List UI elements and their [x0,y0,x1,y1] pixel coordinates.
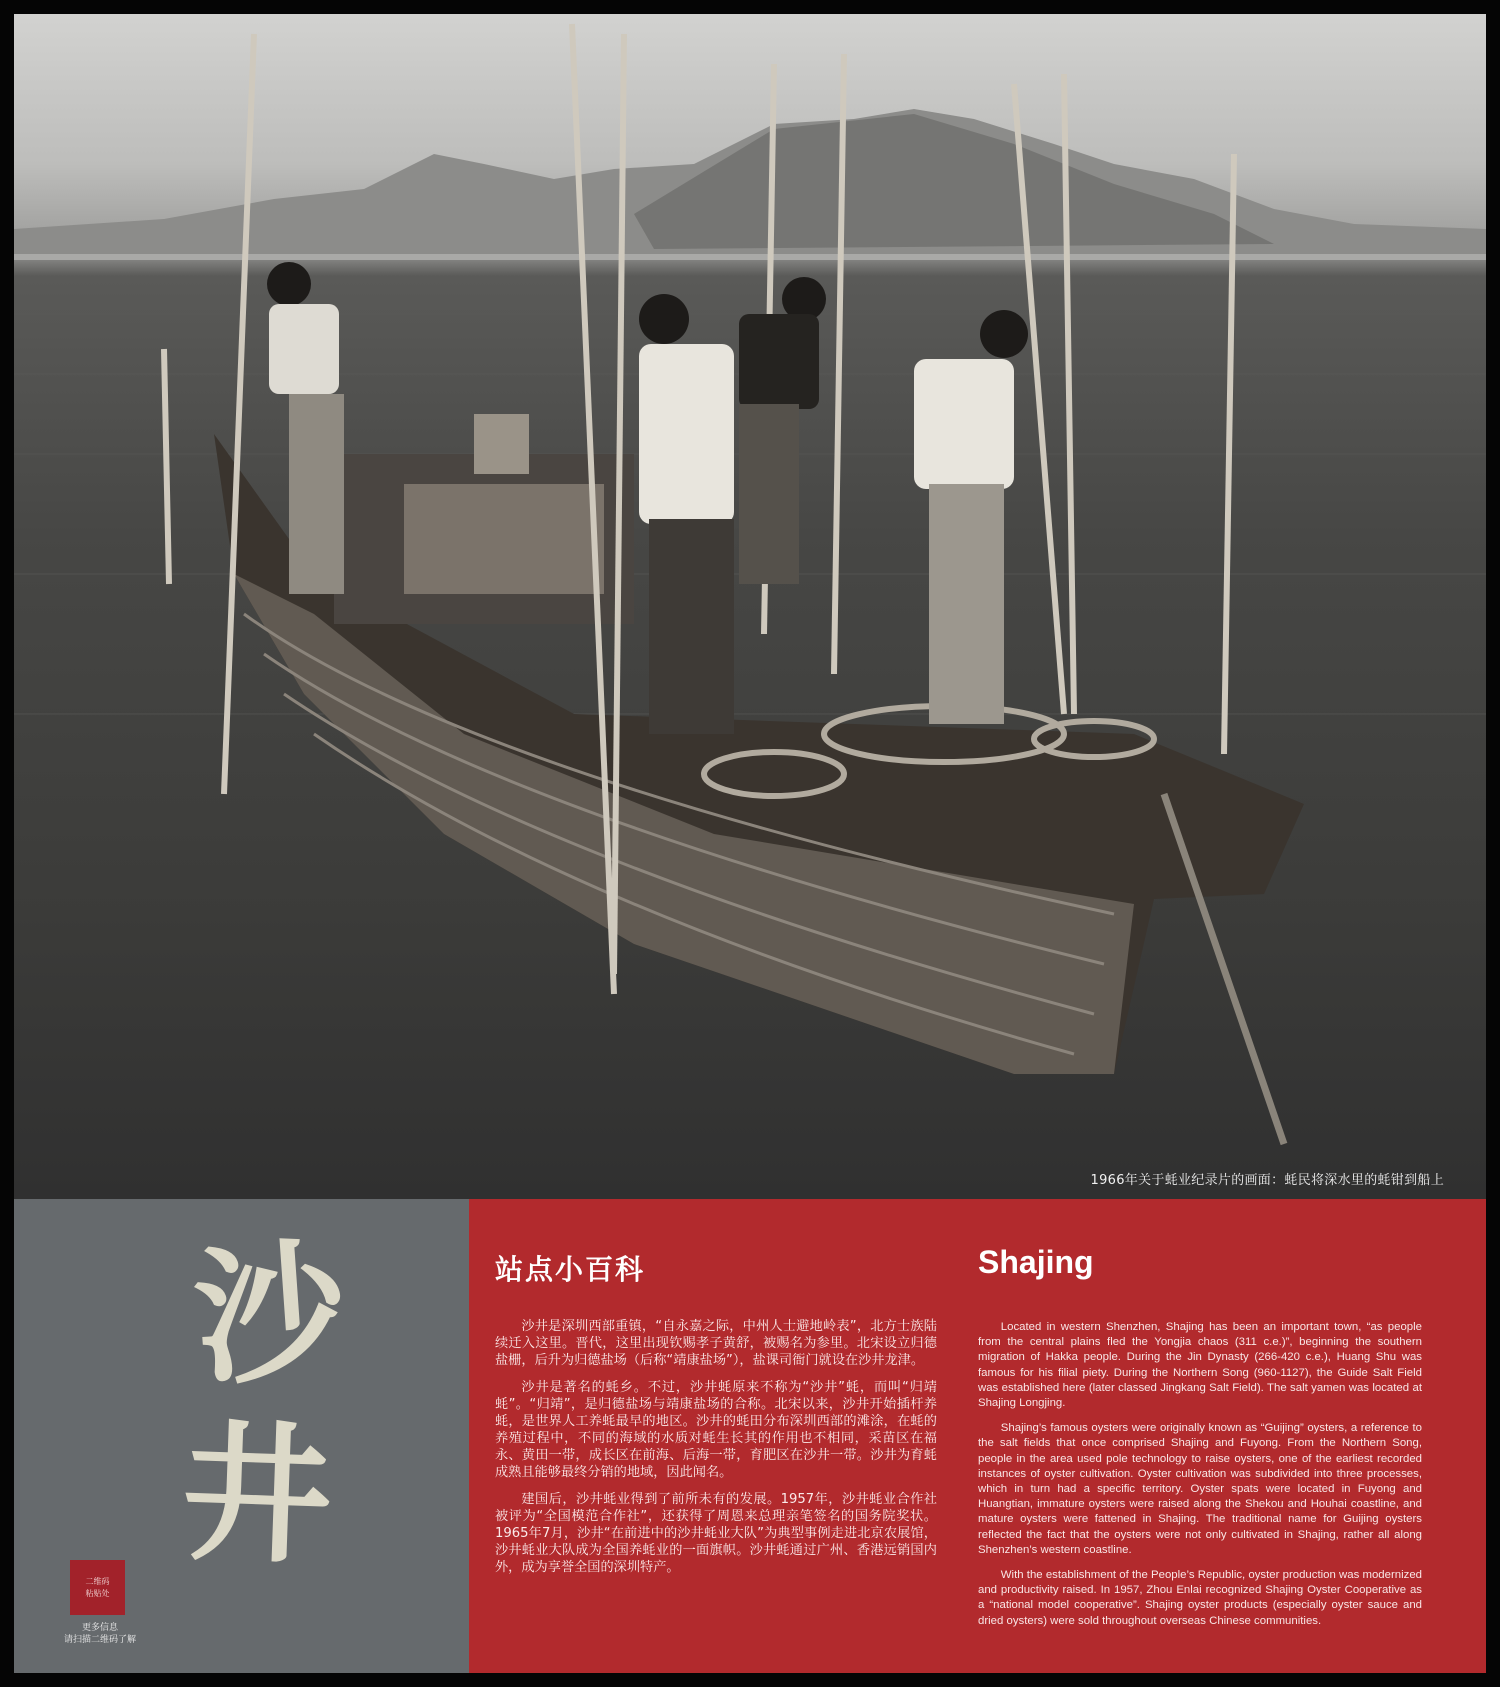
bucket [474,414,529,474]
worker-4 [914,310,1028,724]
worker-3 [739,277,826,584]
worker-2 [639,294,734,734]
title-char-sha: 沙 [189,1221,351,1409]
en-paragraph: Shajing’s famous oysters were originally known as “Guijing” oysters, a reference to the salt fields that once comprised Shajing and Fuyong. From the Northern Song, people in the area used pole technology to raise oysters, one of the earliest recorded instances of oyster cultivation. Oyster cultivation was subdivided into three processes, which in turn had a specific territory. Oyster spats were located in Fuyong and Huangtian, immature oysters were raised along the Shekou and Houhai coastline, and mature oysters were fattened in Shajing. The traditional name for Guijing oysters reflected the fact that the oysters were not only cultivated in Shajing, rather all along Shenzhen’s western coastline. [978,1422,1422,1556]
zh-paragraph: 建国后，沙井蚝业得到了前所未有的发展。1957年，沙井蚝业合作社被评为“全国模范合作社”，还获得了周恩来总理亲笔签名的国务院奖状。1965年7月，沙井“在前进中的沙井蚝业大队”为典型事例走进北京农展馆，沙井蚝业大队成为全国养蚝业的一面旗帜。沙井蚝通过广州、香港远销国内外，成为享誉全国的深圳特产。 [495,1492,937,1575]
zh-paragraph: 沙井是著名的蚝乡。不过，沙井蚝原来不称为“沙井”蚝，而叫“归靖蚝”。“归靖”，是归德盐场与靖康盐场的合称。北宋以来，沙井开始插杆养蚝，是世界人工养蚝最早的地区。沙井的蚝田分布深圳西部的滩涂，在蚝的养殖过程中，不同的海域的水质对蚝生长其的作用也不相同，采苗区在福永、黄田一带，成长区在前海、后海一带，育肥区在沙井一带。沙井为育蚝成熟且能够最终分销的地域，因此闻名。 [495,1380,937,1480]
horizon [14,254,1486,260]
qr-note [55,1622,145,1646]
en-heading: Shajing [978,1244,1094,1280]
qr-note-line1: 更多信息 [81,1623,118,1633]
photo-caption: 1966年关于蚝业纪录片的画面：蚝民将深水里的蚝钳到船上 [1090,1173,1444,1188]
qr-code-placeholder[interactable] [70,1560,125,1615]
en-body [978,1320,1422,1639]
boat-scene-illustration [14,14,1486,1199]
en-paragraph: Located in western Shenzhen, Shajing has been an important town, “as people from the central plains fled the Yongjia chaos (311 c.e.)”, beginning the southern migration of Hakka people. During the Jin Dynasty (266-420 c.e.), Huang Shu was famous for his filial piety. During the Northern Song (960-1127), the Guide Salt Field was established here (later classed Jingkang Salt Field). The salt yamen was located at Shajing Longjing. [978,1321,1422,1410]
zh-paragraph: 沙井是深圳西部重镇，“自永嘉之际，中州人士避地岭表”，北方士族陆续迁入这里。晋代，这里出现钦赐孝子黄舒，被赐名为参里。北宋设立归德盐栅，后升为归德盐场（后称“靖康盐场”），盐课司衙门就设在沙井龙津。 [495,1319,937,1368]
qr-box-line1: 二维码 [85,1576,110,1586]
title-char-jing: 井 [178,1404,336,1586]
documentary-photo [14,14,1486,1199]
en-paragraph: With the establishment of the People’s Republic, oyster production was modernized and productivity raised. In 1957, Zhou Enlai recognized Shajing Oyster Cooperative as a “national model cooperative”. Shajing oyster products (especially oyster sauce and dried oysters) were sold throughout overseas Chinese communities. [978,1569,1422,1627]
qr-note-line2: 请扫描二维码了解 [63,1635,136,1645]
qr-box-line2: 粘贴处 [85,1588,110,1598]
wooden-box [404,484,604,594]
zh-body [495,1318,937,1586]
zh-heading: 站点小百科 [495,1253,646,1286]
